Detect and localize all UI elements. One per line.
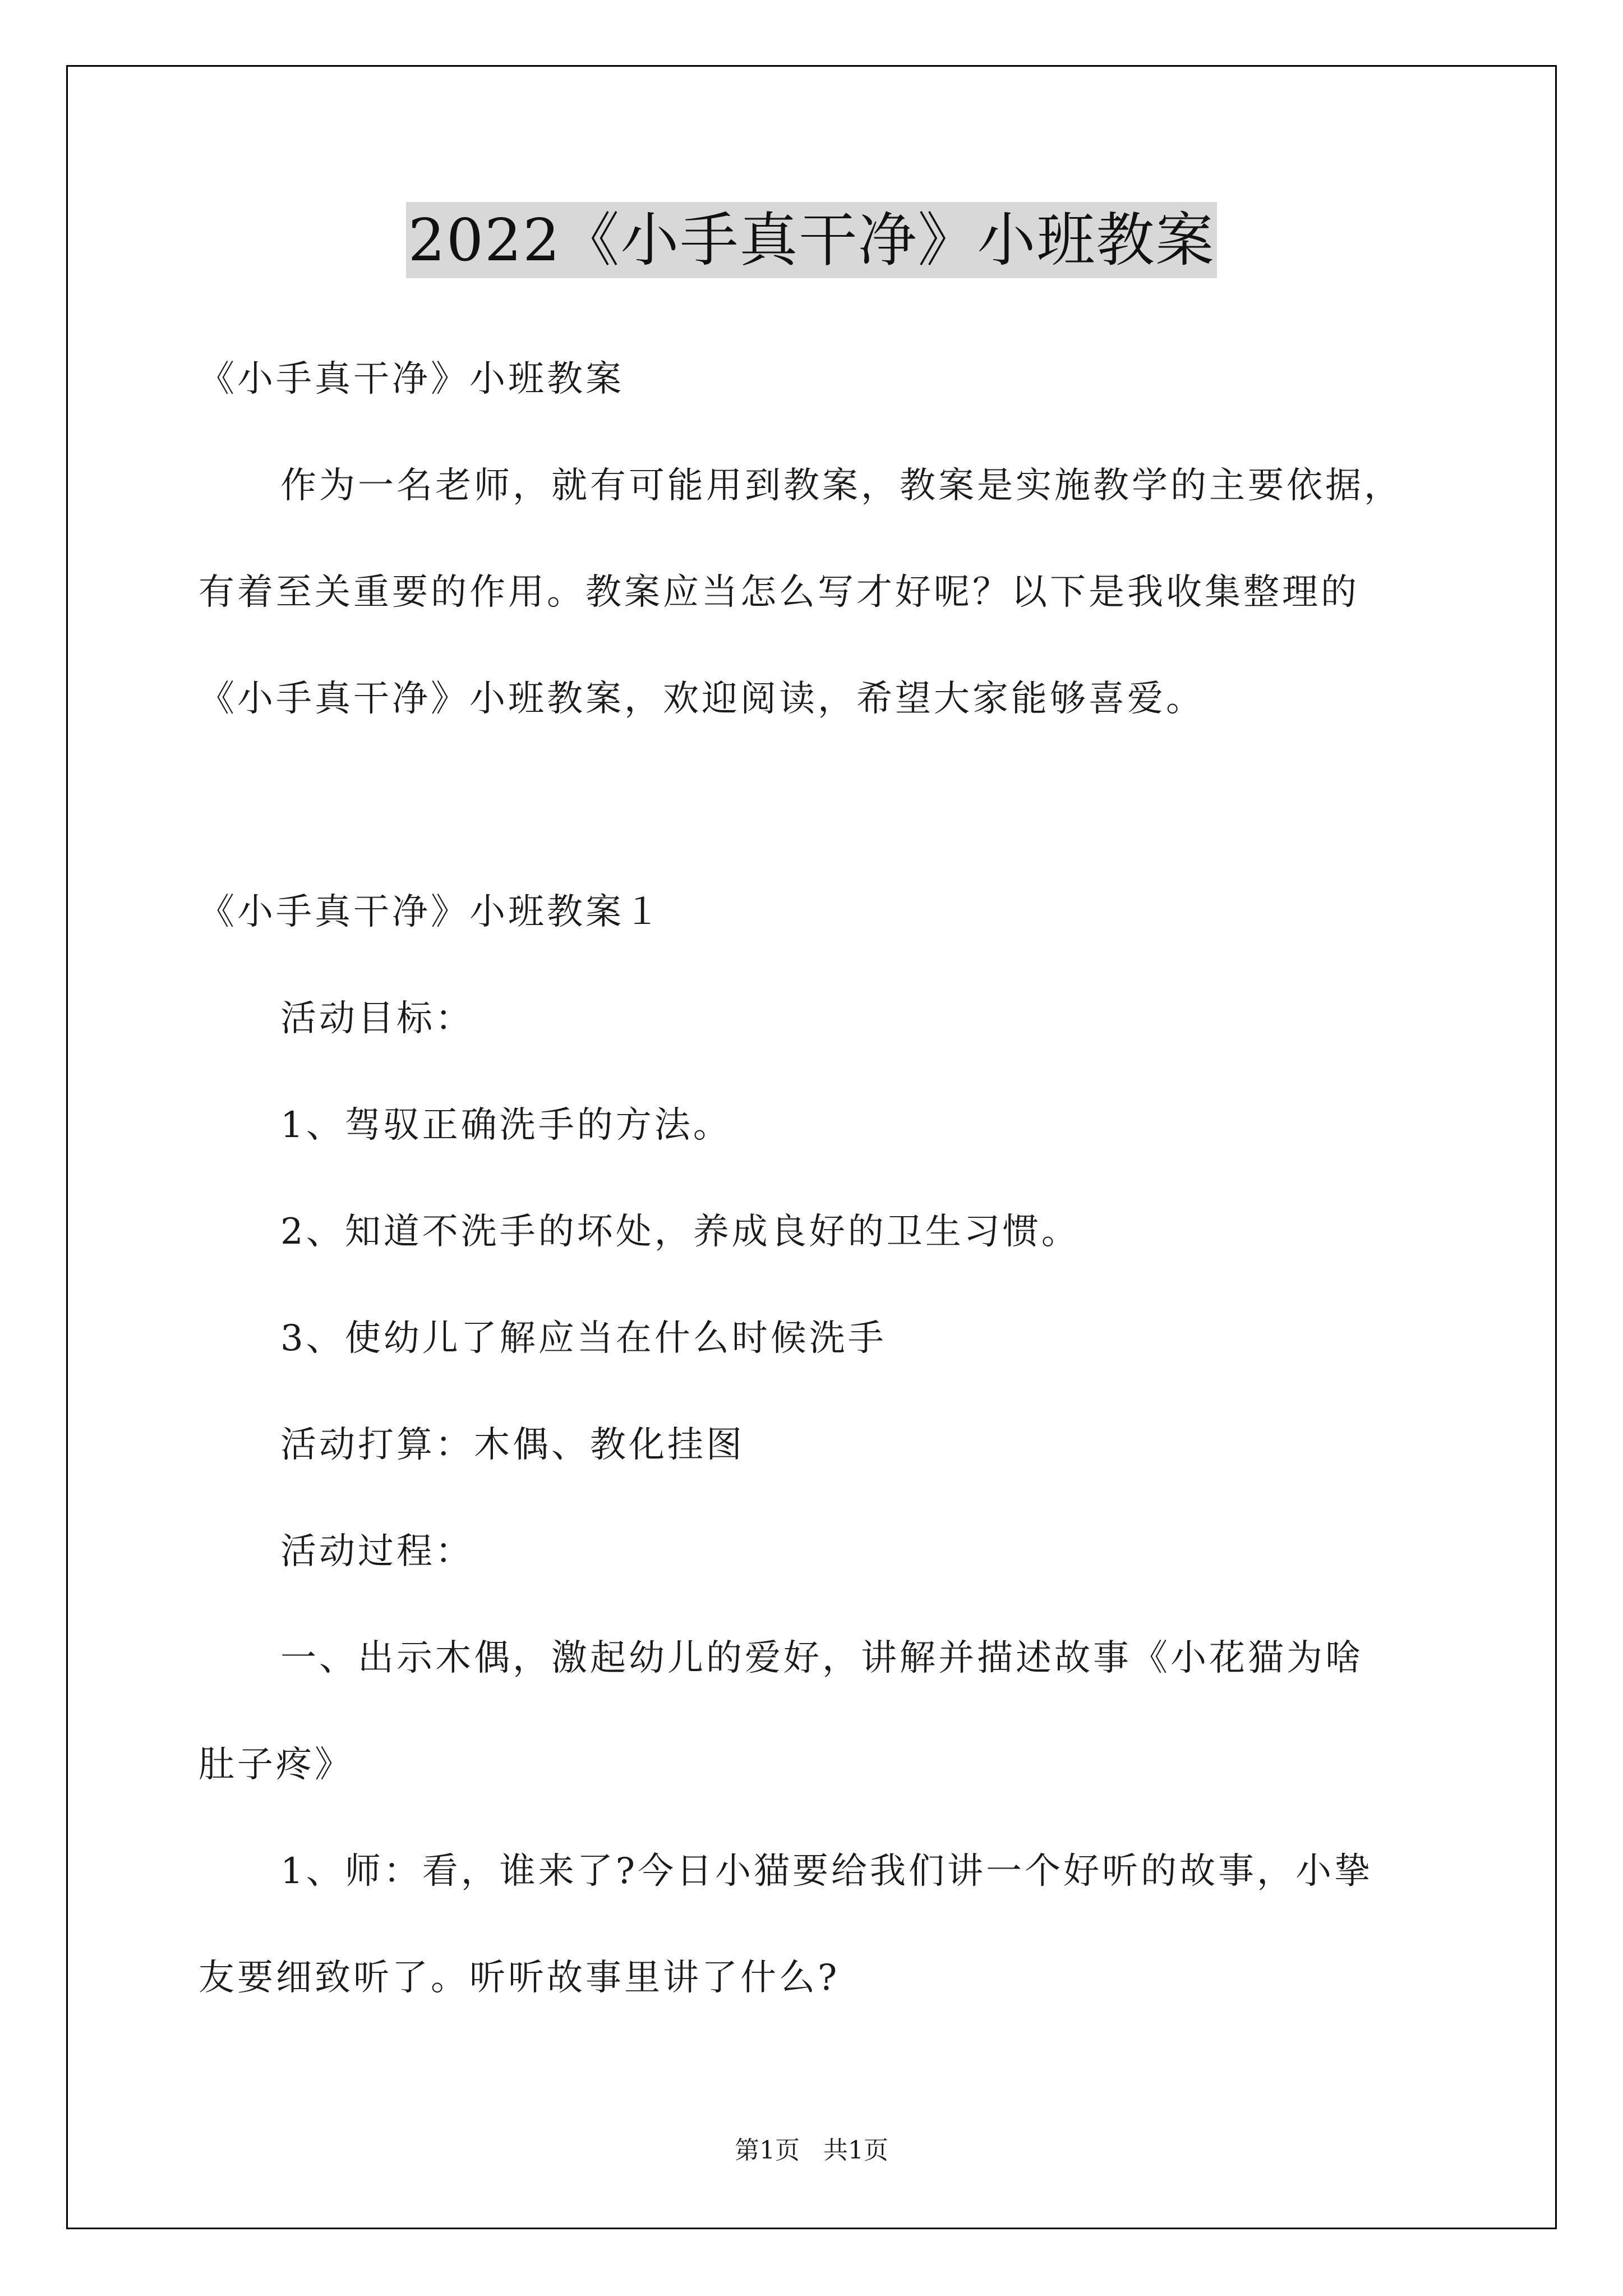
- page-footer: [0, 2135, 1623, 2166]
- objective-1: 1、驾驭正确洗手的方法。: [280, 1105, 732, 1146]
- process-heading: 活动过程：: [280, 1531, 474, 1572]
- process-substep-1-line-2: 友要细致听了。听听故事里讲了什么?: [199, 1957, 840, 1999]
- objective-3: 3、使幼儿了解应当在什么时候洗手: [280, 1318, 887, 1359]
- intro-line-1: 作为一名老师，就有可能用到教案，教案是实施教学的主要依据，: [280, 465, 1403, 507]
- objective-2: 2、知道不洗手的坏处，养成良好的卫生习惯。: [280, 1211, 1080, 1253]
- objectives-heading: 活动目标：: [280, 998, 474, 1039]
- title-container: [0, 202, 1623, 278]
- process-step-1-line-1: 一、出示木偶，激起幼儿的爱好，讲解并描述故事《小花猫为啥: [280, 1637, 1364, 1679]
- page-number-current: 第1页: [735, 2136, 800, 2165]
- process-substep-1-line-1: 1、师：看，谁来了?今日小猫要给我们讲一个好听的故事，小挚: [280, 1851, 1373, 1892]
- section-heading: 《小手真干净》小班教案１: [199, 891, 663, 933]
- subtitle-line: 《小手真干净》小班教案: [199, 358, 624, 400]
- document-title: 2022《小手真干净》小班教案: [406, 202, 1218, 278]
- intro-line-2: 有着至关重要的作用。教案应当怎么写才好呢？以下是我收集整理的: [199, 572, 1359, 613]
- process-step-1-line-2: 肚子疼》: [199, 1744, 353, 1786]
- preparation-line: 活动打算：木偶、教化挂图: [280, 1424, 745, 1466]
- intro-line-3: 《小手真干净》小班教案，欢迎阅读，希望大家能够喜爱。: [199, 678, 1205, 720]
- page-number-total: 共1页: [823, 2136, 888, 2165]
